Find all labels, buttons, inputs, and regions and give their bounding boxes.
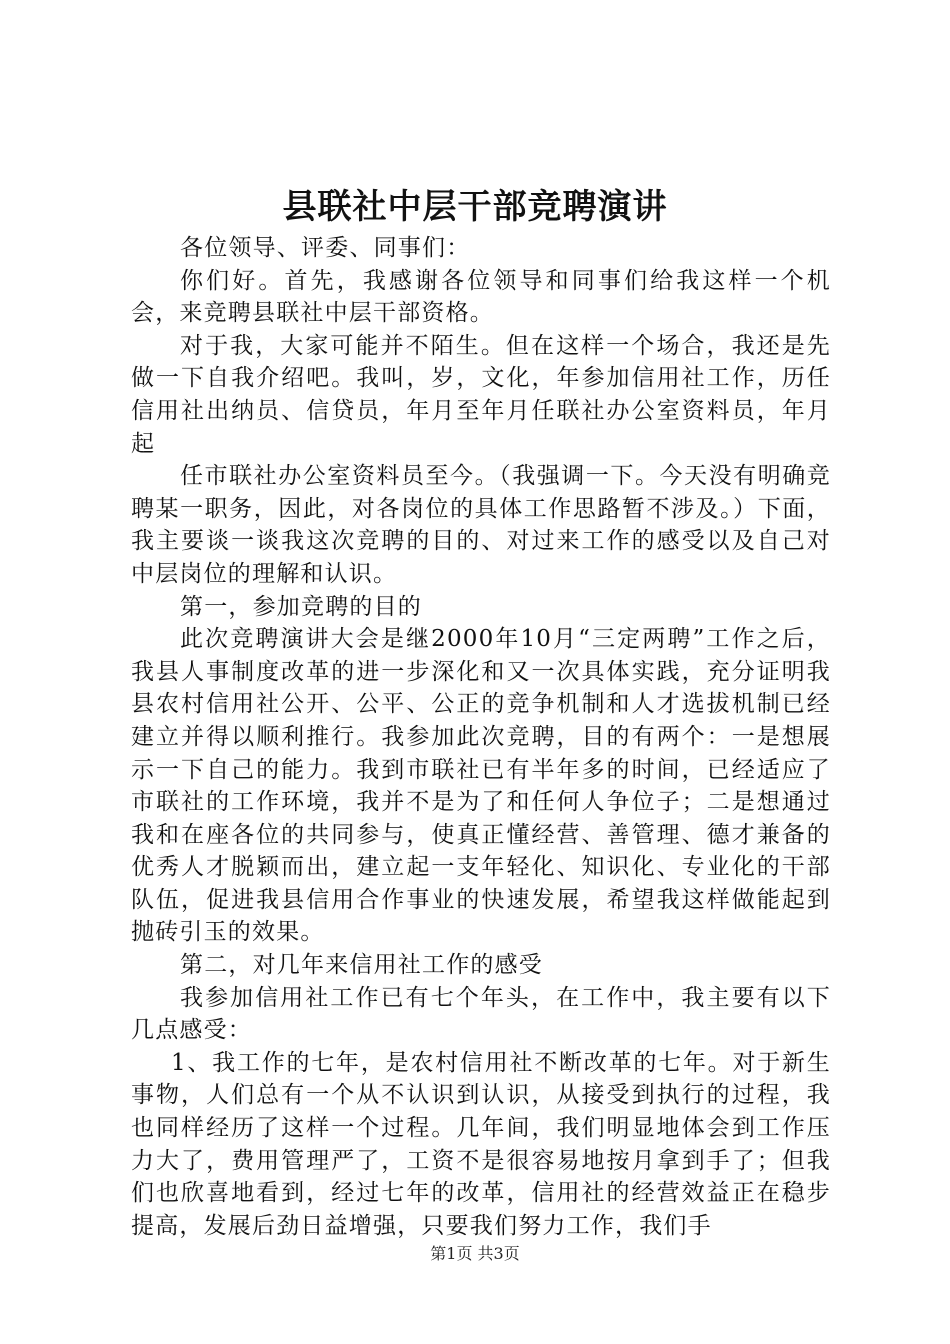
section-heading-purpose: 第一，参加竞聘的目的 xyxy=(180,593,422,620)
paragraph-purpose: 此次竞聘演讲大会是继2000年10月“三定两聘”工作之后，我县人事制度改革的进一步深化和又一次具体实践，充分证明我县农村信用社公开、公平、公正的竞争机制和人才选拔机制已经建立并得以顺利推行。我参加此次竞聘，目的有两个：一是想展示一下自己的能力。我到市联社已有半年多的时间，已经适应了市联社的工作环境，我并不是为了和任何人争位子；二是想通过我和在座各位的共同参与，使真正懂经营、善管理、德才兼备的优秀人才脱颖而出，建立起一支年轻化、知识化、专业化的干部队伍，促进我县信用合作事业的快速发展，希望我这样做能起到抛砖引玉的效果。 xyxy=(131,626,831,946)
paragraph-salutation: 各位领导、评委、同事们： xyxy=(180,235,471,261)
paragraph-feelings-intro: 我参加信用社工作已有七个年头，在工作中，我主要有以下几点感受： xyxy=(131,984,831,1044)
paragraph-feeling-1: 1、我工作的七年，是农村信用社不断改革的七年。对于新生事物，人们总有一个从不认识到认识，从接受到执行的过程，我也同样经历了这样一个过程。几年间，我们明显地体会到工作压力大了，费用管理严了，工资不是很容易地按月拿到手了；但我们也欣喜地看到，经过七年的改革，信用社的经营效益正在稳步提高，发展后劲日益增强，只要我们努力工作，我们手 xyxy=(131,1049,831,1239)
paragraph-self-intro-continued: 任市联社办公室资料员至今。（我强调一下。今天没有明确竞聘某一职务，因此，对各岗位的具体工作思路暂不涉及。）下面，我主要谈一谈我这次竞聘的目的、对过来工作的感受以及自己对中层岗位的理解和认识。 xyxy=(131,463,831,587)
paragraph-greeting: 你们好。首先，我感谢各位领导和同事们给我这样一个机会，来竞聘县联社中层干部资格。 xyxy=(131,267,831,327)
paragraph-self-intro: 对于我，大家可能并不陌生。但在这样一个场合，我还是先做一下自我介绍吧。我叫，岁，文化，年参加信用社工作，历任信用社出纳员、信贷员，年月至年月任联社办公室资料员，年月起 xyxy=(131,332,831,457)
document-title: 县联社中层干部竞聘演讲 xyxy=(282,187,668,227)
page-footer: 第1页 共3页 xyxy=(430,1244,520,1263)
document-body xyxy=(131,232,831,1242)
section-heading-feelings: 第二，对几年来信用社工作的感受 xyxy=(180,952,543,979)
